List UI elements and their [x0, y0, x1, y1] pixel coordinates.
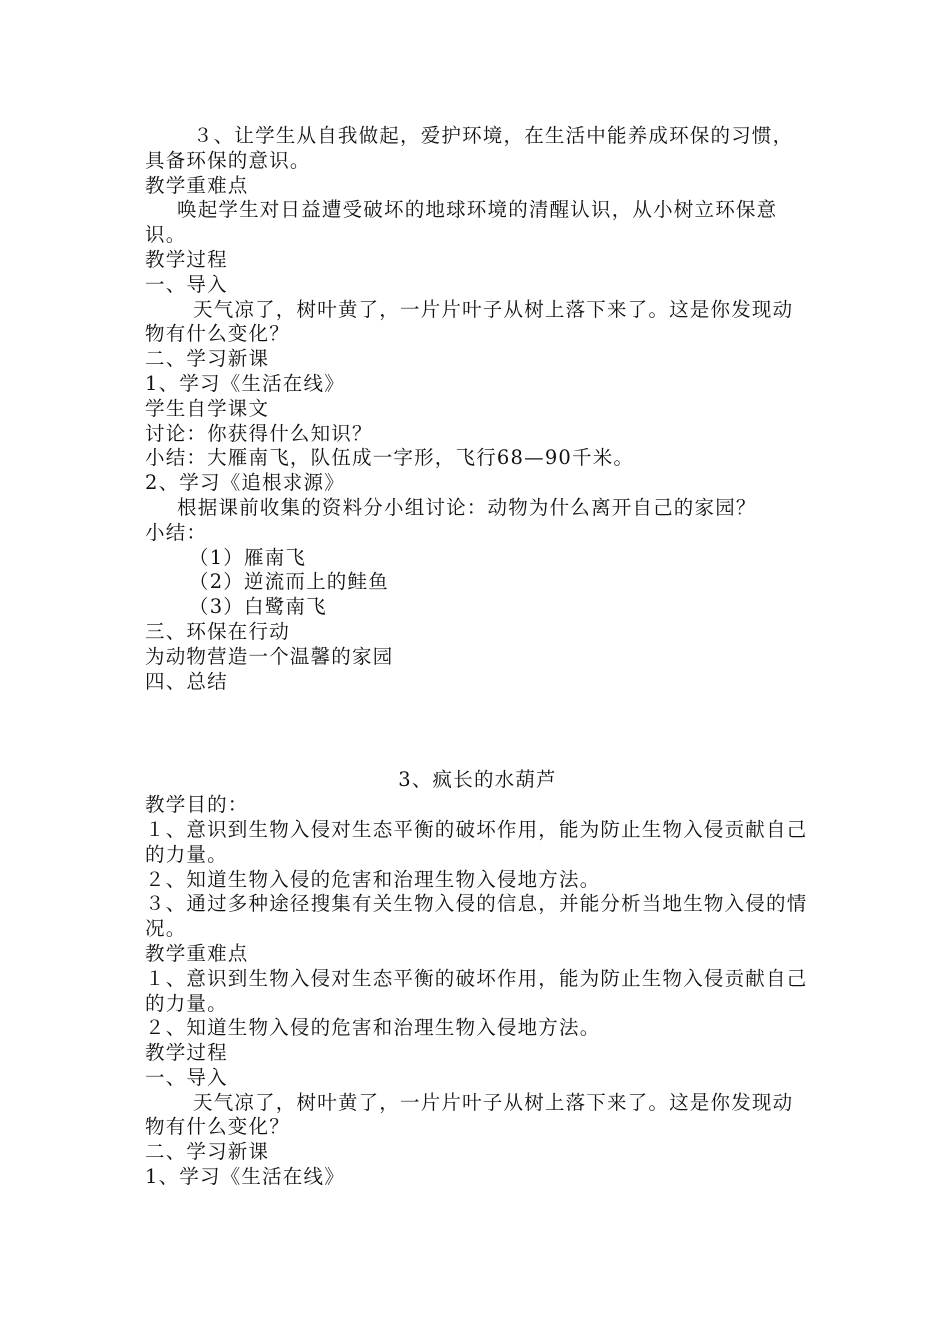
step-1-text: 天气凉了，树叶黄了，一片片叶子从树上落下来了。这是你发现动物有什么变化？: [145, 1090, 794, 1139]
sub-2-text: 根据课前收集的资料分小组讨论：动物为什么离开自己的家园？: [177, 495, 757, 519]
step-3-text: 为动物营造一个温馨的家园: [145, 644, 394, 668]
summary-label: 小结：: [145, 520, 208, 544]
sub-1-heading: 1、学习《生活在线》: [145, 371, 345, 395]
key-points-text: 唤起学生对日益遭受破坏的地球环境的清醒认识，从小树立环保意识。: [145, 198, 778, 247]
process-heading: 教学过程: [145, 247, 228, 271]
step-1-heading: 一、导入: [145, 272, 228, 296]
goal-3: ３、通过多种途径搜集有关生物入侵的信息，并能分析当地生物入侵的情况。: [145, 892, 808, 941]
goal-2: ２、知道生物入侵的危害和治理生物入侵地方法。: [145, 867, 601, 891]
step-2-heading: 二、学习新课: [145, 1140, 270, 1164]
key-points-heading: 教学重难点: [145, 941, 249, 965]
lesson-plan-text: [145, 124, 810, 1190]
goal-3: ３、让学生从自我做起，爱护环境，在生活中能养成环保的习惯，具备环保的意识。: [145, 124, 794, 172]
step-3-heading: 三、环保在行动: [145, 619, 290, 643]
step-2-heading: 二、学习新课: [145, 347, 270, 371]
sub-1-line-3: 小结：大雁南飞，队伍成一字形，飞行68—90千米。: [145, 446, 635, 470]
sub-1-line-1: 学生自学课文: [145, 396, 270, 420]
sub-2-heading: 2、学习《追根求源》: [145, 471, 345, 495]
sub-1-heading: 1、学习《生活在线》: [145, 1165, 345, 1189]
step-1-text: 天气凉了，树叶黄了，一片片叶子从树上落下来了。这是你发现动物有什么变化？: [145, 297, 794, 346]
goal-1: １、意识到生物入侵对生态平衡的破坏作用，能为防止生物入侵贡献自己的力量。: [145, 817, 808, 866]
goals-heading: 教学目的：: [145, 793, 249, 817]
summary-item: （1）雁南飞: [189, 545, 307, 569]
lesson-title: 3、疯长的水葫芦: [398, 768, 557, 792]
sub-1-line-2: 讨论：你获得什么知识？: [145, 421, 373, 445]
key-points-heading: 教学重难点: [145, 173, 249, 197]
summary-item: （3）白鹭南飞: [189, 595, 327, 619]
summary-item: （2）逆流而上的鲑鱼: [189, 570, 389, 594]
key-point-2: ２、知道生物入侵的危害和治理生物入侵地方法。: [145, 1016, 601, 1040]
step-4-heading: 四、总结: [145, 669, 228, 693]
process-heading: 教学过程: [145, 1041, 228, 1065]
section-gap: [145, 694, 810, 768]
step-1-heading: 一、导入: [145, 1065, 228, 1089]
key-point-1: １、意识到生物入侵对生态平衡的破坏作用，能为防止生物入侵贡献自己的力量。: [145, 966, 808, 1015]
